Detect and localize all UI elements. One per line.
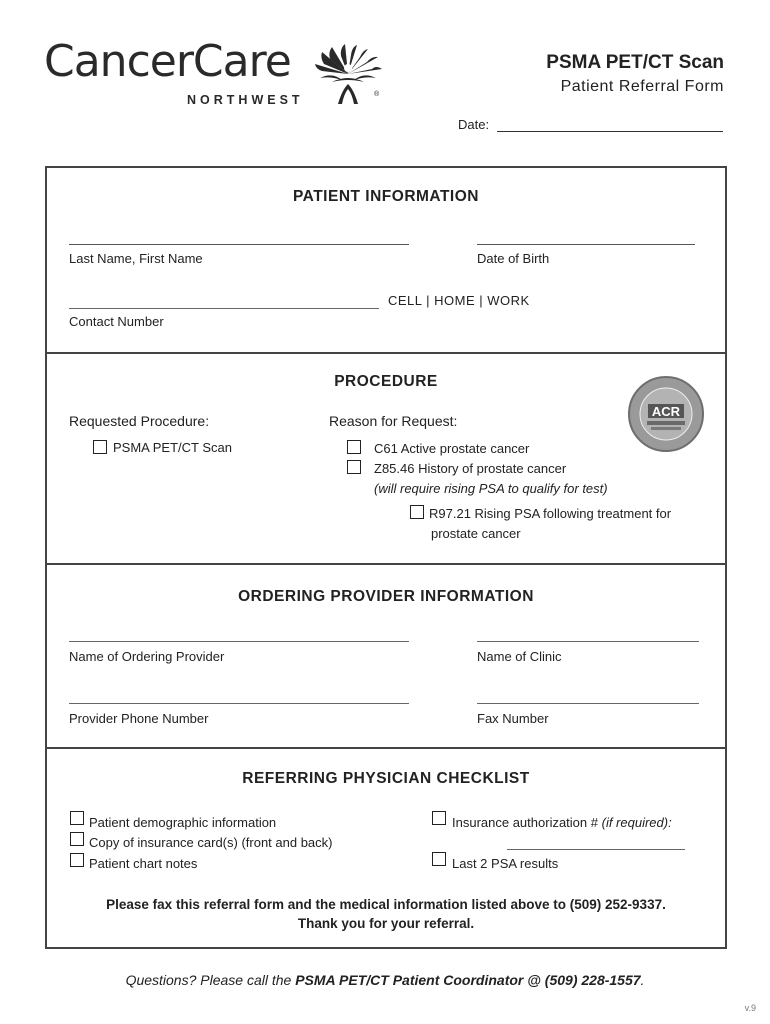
logo-wordmark: CancerCare	[44, 36, 291, 87]
checklist-heading: REFERRING PHYSICIAN CHECKLIST	[242, 770, 530, 787]
requested-procedure-label: Requested Procedure:	[69, 413, 210, 429]
date-field[interactable]	[458, 117, 723, 132]
r9721-option-line1: R97.21 Rising PSA following treatment for	[429, 506, 672, 521]
fax-number-label: Fax Number	[477, 711, 549, 726]
form-title: PSMA PET/CT Scan	[546, 52, 724, 73]
chart-notes-item: Patient chart notes	[89, 856, 198, 871]
coordinator-contact: PSMA PET/CT Patient Coordinator @ (509) 228-1557	[295, 972, 641, 988]
patient-name-line[interactable]	[69, 244, 409, 245]
psa-results-item: Last 2 PSA results	[452, 856, 559, 871]
psma-scan-option: PSMA PET/CT Scan	[113, 440, 232, 455]
form-subtitle: Patient Referral Form	[560, 78, 724, 95]
contact-number-label: Contact Number	[69, 314, 164, 329]
registered-mark: ®	[374, 91, 380, 98]
insurance-auth-item	[452, 815, 672, 830]
ordering-provider-heading: ORDERING PROVIDER INFORMATION	[238, 588, 534, 605]
clinic-name-label: Name of Clinic	[477, 649, 562, 664]
fax-instructions-line2: Thank you for your referral.	[297, 916, 475, 931]
ordering-provider-section	[45, 563, 727, 749]
fax-instructions-line1: Please fax this referral form and the medical information listed above to (509) 252-9337.	[106, 897, 666, 912]
patient-name-label: Last Name, First Name	[69, 251, 203, 266]
provider-phone-label: Provider Phone Number	[69, 711, 209, 726]
date-line[interactable]	[497, 131, 723, 132]
insurance-card-item: Copy of insurance card(s) (front and back)	[89, 835, 333, 850]
contact-number-line[interactable]	[69, 308, 379, 309]
date-label: Date:	[458, 117, 490, 132]
acr-accreditation-badge-icon	[627, 375, 705, 453]
z8546-option: Z85.46 History of prostate cancer	[374, 461, 567, 476]
insurance-auth-text: Insurance authorization #	[452, 815, 602, 830]
z8546-checkbox[interactable]	[347, 460, 361, 474]
patient-info-heading: PATIENT INFORMATION	[292, 188, 479, 205]
logo-subtitle: NORTHWEST	[187, 93, 304, 107]
c61-option: C61 Active prostate cancer	[374, 441, 530, 456]
clinic-name-line[interactable]	[477, 641, 699, 642]
chart-notes-checkbox[interactable]	[70, 853, 84, 867]
demographic-item: Patient demographic information	[89, 815, 277, 830]
provider-name-line[interactable]	[69, 641, 409, 642]
procedure-heading: PROCEDURE	[334, 373, 438, 390]
fax-instructions	[47, 895, 725, 933]
dob-line[interactable]	[477, 244, 695, 245]
version-label: v.9	[744, 1003, 756, 1013]
contact-type-options[interactable]: CELL | HOME | WORK	[388, 293, 530, 308]
r9721-option-line2: prostate cancer	[431, 526, 521, 541]
reason-note: (will require rising PSA to qualify for test)	[374, 481, 608, 496]
dob-label: Date of Birth	[477, 251, 550, 266]
procedure-section	[45, 350, 727, 565]
footer-question	[0, 972, 770, 988]
demographic-checkbox[interactable]	[70, 811, 84, 825]
fax-number-line[interactable]	[477, 703, 699, 704]
acr-badge-text: ACR	[651, 404, 681, 419]
psma-scan-checkbox[interactable]	[93, 440, 107, 454]
psa-results-checkbox[interactable]	[432, 852, 446, 866]
insurance-auth-note: (if required):	[601, 815, 672, 830]
r9721-checkbox[interactable]	[410, 505, 424, 519]
checklist-section	[45, 747, 727, 949]
footer-question-suffix: .	[640, 972, 645, 988]
reason-label: Reason for Request:	[329, 413, 458, 429]
insurance-auth-line[interactable]	[507, 849, 685, 850]
insurance-card-checkbox[interactable]	[70, 832, 84, 846]
provider-name-label: Name of Ordering Provider	[69, 649, 225, 664]
footer-question-prefix: Questions? Please call the	[125, 972, 296, 988]
provider-phone-line[interactable]	[69, 703, 409, 704]
c61-checkbox[interactable]	[347, 440, 361, 454]
patient-info-section	[45, 166, 727, 354]
insurance-auth-checkbox[interactable]	[432, 811, 446, 825]
